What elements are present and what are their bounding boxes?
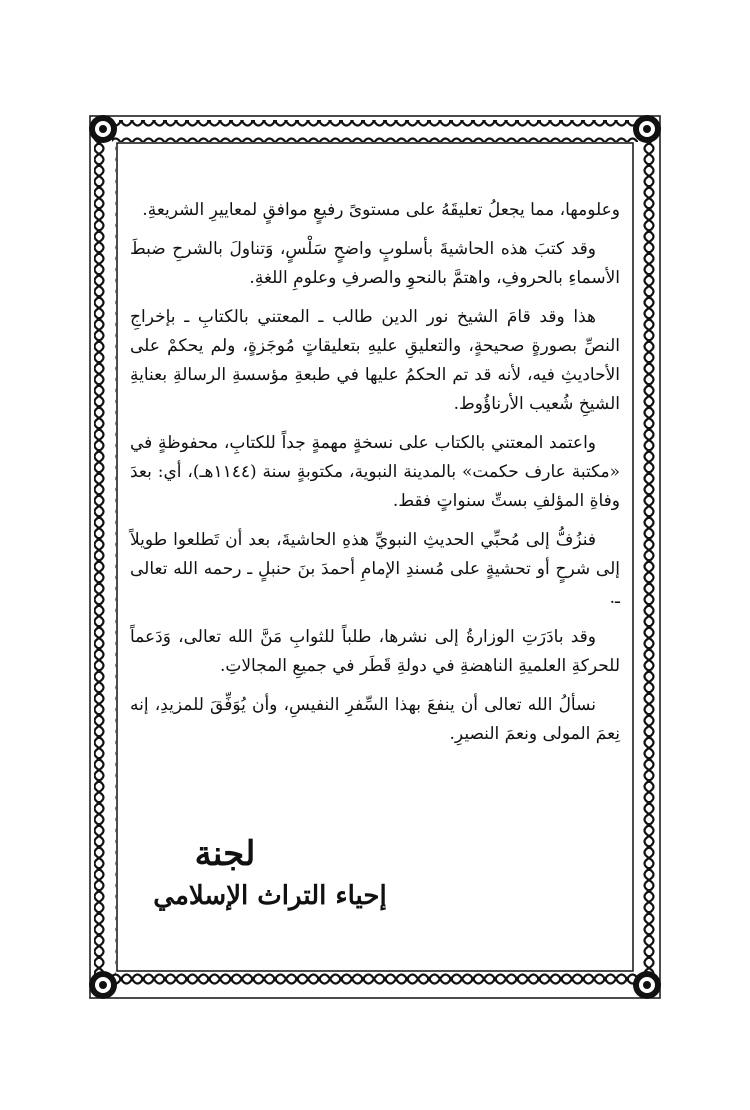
paragraph-1: وعلومها، مما يجعلُ تعليقَهُ على مستوىً رفيعٍ موافقٍ لمعاييرِ الشريعةِ. (142, 200, 620, 220)
document-body (130, 196, 620, 759)
paragraph-4: واعتمد المعتني بالكتاب على نسخةٍ مهمةٍ جداً للكتابِ، محفوظةٍ في «مكتبة عارف حكمت» بالمدينة النبوية، مكتوبةٍ سنة (١١٤٤هـ)، أي: بعدَ وفاةِ المؤلفِ بستِّ سنواتٍ فقط. (130, 433, 620, 511)
paragraph-5: فنزُفُّ إلى مُحبِّي الحديثِ النبويِّ هذهِ الحاشيةَ، بعد أن تَطلعوا طويلاً إلى شرحٍ أو تحشيةٍ على مُسندِ الإمامِ أحمدَ بنَ حنبلٍ ـ رحمه الله تعالى ـ. (130, 530, 620, 608)
signature-organization: إحياء التراث الإسلامي (153, 881, 387, 911)
paragraph-3: هذا وقد قامَ الشيخ نور الدين طالب ـ المعتني بالكتابِ ـ بإخراجِ النصِّ بصورةٍ صحيحةٍ، والتعليقِ عليهِ بتعليقاتٍ مُوجَزةٍ، ولم يحكمْ على الأحاديثِ فيه، لأنه قد تم الحكمُ عليها في طبعةِ مؤسسةِ الرسالةِ بعنايةِ الشيخِ شُعيب الأرناؤُوط. (130, 307, 620, 414)
signature-committee: لجنة (194, 834, 256, 874)
paragraph-6: وقد بادَرَتِ الوزارةُ إلى نشرها، طلباً للثوابِ مَنَّ الله تعالى، وَدَعماً للحركةِ العلميةِ الناهضةِ في دولةِ قَطَر في جميعِ المجالاتِ. (130, 627, 620, 676)
paragraph-7: نسألُ الله تعالى أن ينفعَ بهذا السِّفرِ النفيسِ، وأن يُوَفِّقَ للمزيدِ، إنه نِعمَ المولى ونعمَ النصيرِ. (130, 695, 620, 744)
paragraph-2: وقد كتبَ هذه الحاشيةَ بأسلوبٍ واضحٍ سَلْسٍ، وَتناولَ بالشرحِ ضبطَ الأسماءِ بالحروفِ، واهتمَّ بالنحوِ والصرفِ وعلومِ اللغةِ. (130, 239, 620, 288)
